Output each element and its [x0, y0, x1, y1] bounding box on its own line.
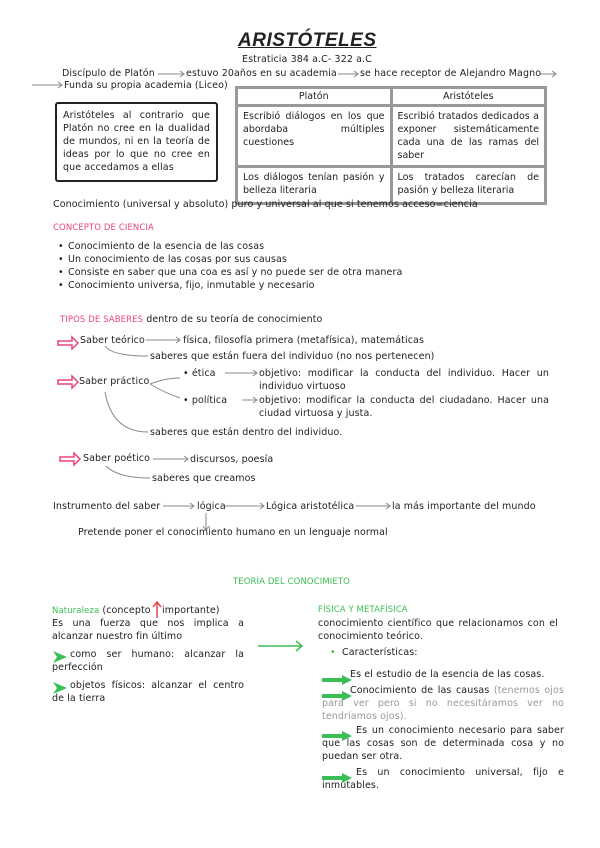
intro-founds: Funda su propia academia (Liceo) [64, 80, 228, 91]
poetic-desc: discursos, poesía [190, 454, 274, 465]
nature-example-1: como ser humano: alcanzar la perfección [52, 649, 244, 673]
intro-disciple: Discípulo de Platón [62, 68, 155, 79]
theoretical-label: Saber teórico [80, 335, 145, 346]
characteristic-1: Es el estudio de la esencia de las cosas. [350, 669, 545, 680]
physics-text: conocimiento científico que relacionamos con el conocimiento teórico. [318, 618, 558, 642]
cell-aristotle-1: Escribió tratados dedicados a exponer sistemáticamente cada una de las ramas del saber [391, 106, 546, 167]
header-aristotle: Aristóteles [391, 88, 546, 106]
list-item: • Conocimiento universa, fijo, inmutable y necesario [56, 279, 402, 292]
theoretical-note: saberes que están fuera del individuo (no nos pertenecen) [150, 351, 435, 362]
note-box: Aristóteles al contrario que Platón no cree en la dualidad de mundos, ni en la teoría de ideas por lo que no cree en que accedamos a ellas [55, 102, 218, 182]
instrument-important: la más importante del mundo [392, 501, 536, 512]
characteristics-label: • Características: [330, 647, 418, 658]
politics-desc: objetivo: modificar la conducta del ciudadano. Hacer una ciudad virtuosa y justa. [259, 395, 549, 419]
nature-example-2: objetos físicos: alcanzar el centro de la tierra [52, 680, 244, 704]
theory-heading: TEORÍA DEL CONOCIMIETO [233, 577, 350, 587]
list-item: • Conocimiento de la esencia de las cosas [56, 240, 402, 253]
nature-heading-line [52, 604, 151, 618]
green-arrow-icon [322, 670, 352, 680]
types-heading-rest: dentro de su teoría de conocimiento [146, 314, 323, 325]
ethics-desc: objetivo: modificar la conducta del individuo. Hacer un individuo virtuoso [259, 368, 549, 392]
nature-title: Naturaleza [52, 606, 100, 616]
poetic-note: saberes que creamos [152, 473, 256, 484]
politics-label: • política [183, 395, 228, 406]
intro-studied: estuvo 20años en su academia [186, 68, 337, 79]
practical-label: Saber práctico [79, 376, 150, 387]
instrument-label: Instrumento del saber [53, 501, 161, 512]
nature-paren-close: importante) [162, 605, 220, 616]
characteristic-3: Es un conocimiento necesario para saber que las cosas son de determinada cosa y no puedan ser otra. [322, 725, 564, 762]
physics-title: FÍSICA Y METAFÍSICA [318, 605, 408, 615]
instrument-aristotelian: Lógica aristotélica [266, 501, 355, 512]
instrument-aim: Pretende poner el conocimiento humano en un lenguaje normal [78, 527, 388, 538]
concept-heading: CONCEPTO DE CIENCIA [53, 223, 154, 233]
characteristic-2-text: Conocimiento de las causas [350, 685, 490, 696]
cell-plato-1: Escribió diálogos en los que abordaba múltiples cuestiones [237, 106, 392, 167]
characteristics-text: Características: [341, 647, 418, 658]
concept-list [56, 240, 402, 292]
types-heading-line [60, 313, 322, 327]
knowledge-line: Conocimiento (universal y absoluto) puro y universal al que si tenemos acceso=ciencia [53, 199, 478, 210]
types-heading: TIPOS DE SABERES [60, 315, 144, 325]
characteristic-2-note: (tenemos ojos para ver pero si no necesitáramos ver no tendríamos ojos). [322, 685, 564, 722]
page-title: ARISTÓTELES [238, 30, 377, 51]
ethics-label: • ética [183, 368, 216, 379]
intro-tutor: se hace receptor de Alejandro Magno [360, 68, 542, 79]
theoretical-desc: física, filosofía primera (metafísica), matemáticas [183, 335, 424, 346]
cell-aristotle-2: Los tratados carecían de pasión y belleza literaria [391, 167, 546, 204]
list-item: • Consiste en saber que una coa es así y no puede ser de otra manera [56, 266, 402, 279]
ethics-text: ética [191, 368, 216, 379]
nature-text: Es una fuerza que nos implica a alcanzar nuestro fin último [52, 618, 244, 642]
cell-plato-2: Los diálogos tenían pasión y belleza literaria [237, 167, 392, 204]
header-plato: Platón [237, 88, 392, 106]
instrument-logic: lógica [197, 501, 226, 512]
practical-note: saberes que están dentro del individuo. [150, 427, 343, 438]
nature-paren-open: (concepto [102, 605, 151, 616]
characteristic-2 [322, 684, 564, 723]
poetic-label: Saber poético [83, 453, 151, 464]
comparison-table [235, 86, 547, 205]
politics-text: política [191, 395, 228, 406]
dates-subtitle: Estraticia 384 a.C- 322 a.C [242, 54, 372, 65]
list-item: • Un conocimiento de las cosas por sus causas [56, 253, 402, 266]
characteristic-4: Es un conocimiento universal, fijo e inmutables. [322, 767, 564, 791]
